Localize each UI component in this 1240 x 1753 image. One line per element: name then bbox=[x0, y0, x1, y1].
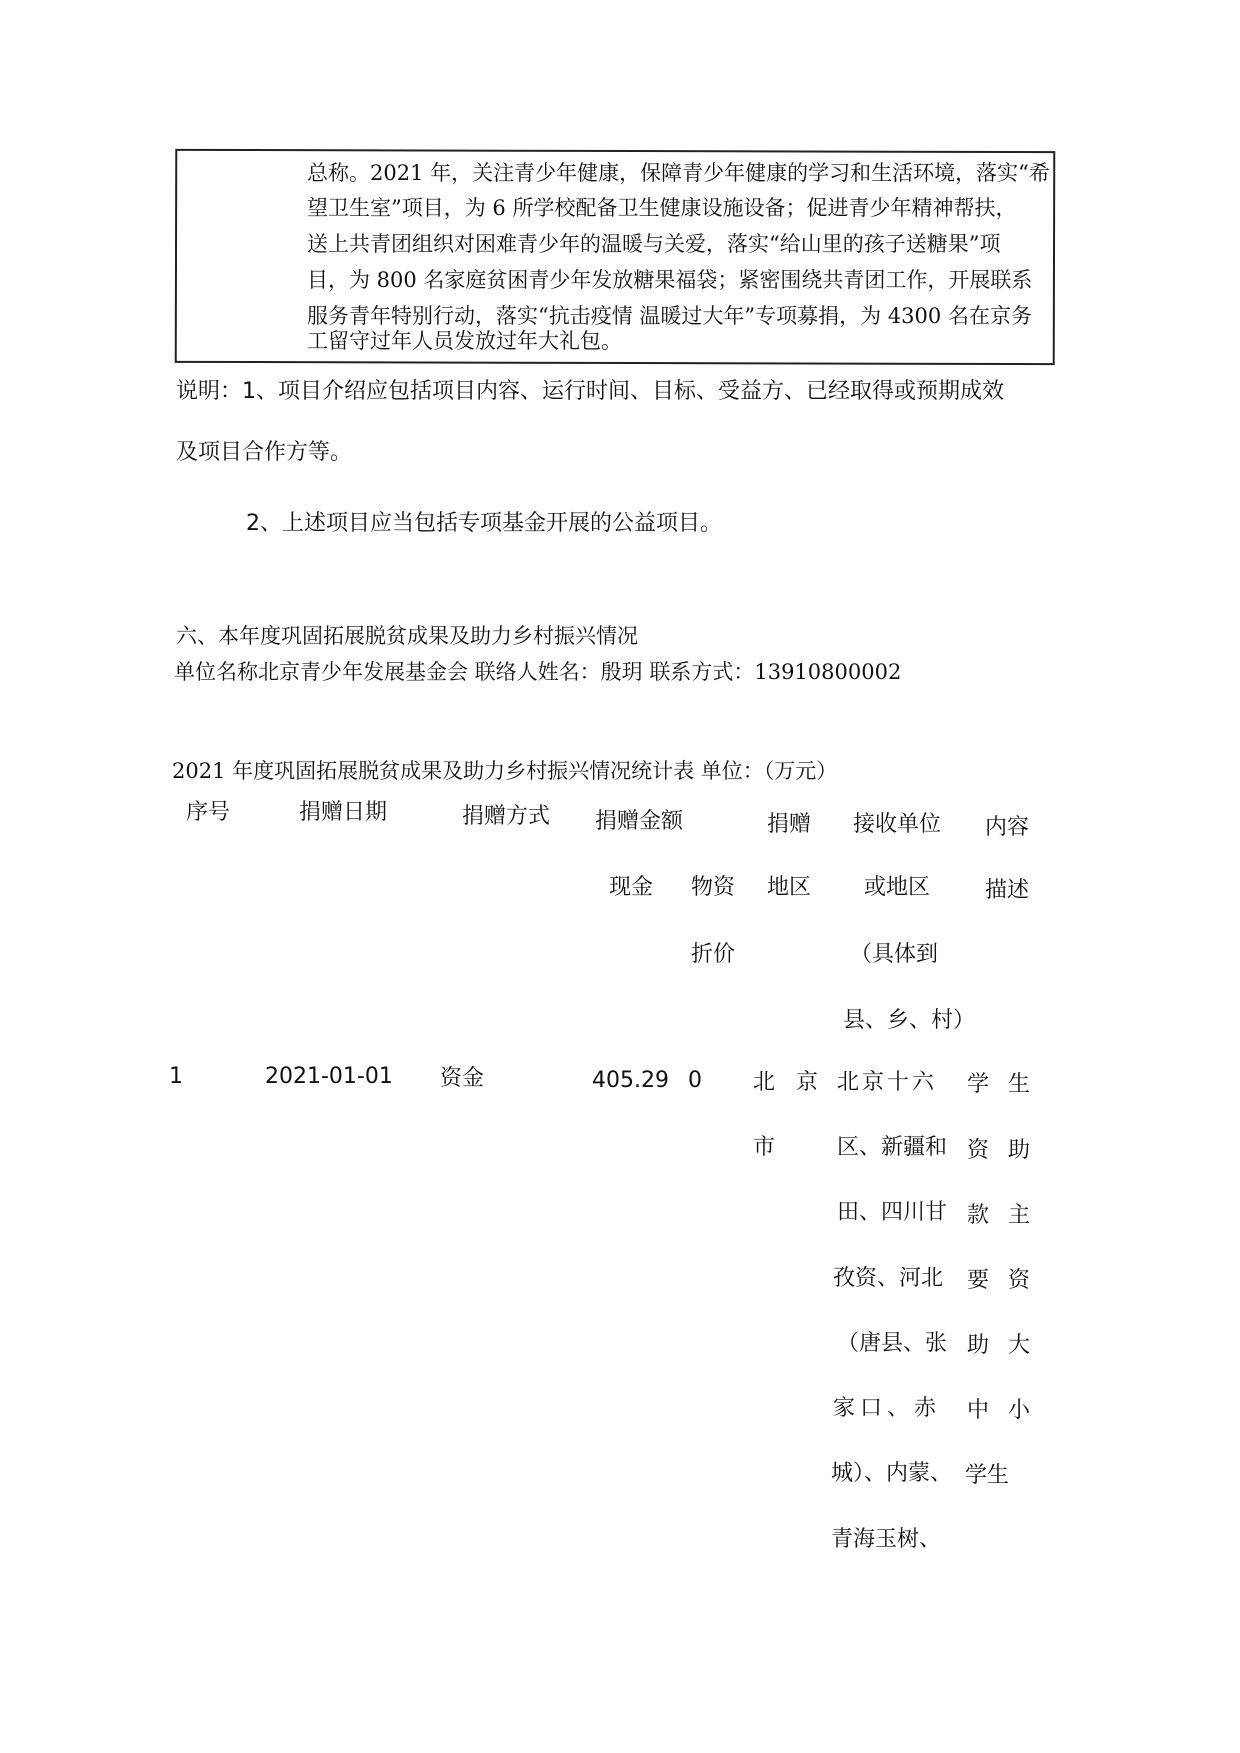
cell-receiver: 田、四川甘 bbox=[837, 1200, 948, 1225]
cell-receiver: 城）、内蒙、 bbox=[831, 1461, 953, 1486]
header-content: 描述 bbox=[985, 878, 1030, 903]
cell-content: 款 主 bbox=[967, 1203, 1030, 1228]
cell-receiver: 区、新疆和 bbox=[837, 1135, 948, 1160]
header-goods: 折价 bbox=[691, 942, 736, 967]
header-goods: 物资 bbox=[691, 875, 736, 900]
section-title: 六、本年度巩固拓展脱贫成果及助力乡村振兴情况 bbox=[176, 624, 638, 648]
cell-region: 北 京 bbox=[753, 1070, 818, 1095]
project-text-line: 总称。2021 年，关注青少年健康，保障青少年健康的学习和生活环境，落实“希 bbox=[307, 161, 1050, 185]
cell-content: 助 大 bbox=[967, 1333, 1030, 1358]
cell-content: 要 资 bbox=[967, 1268, 1030, 1293]
cell-method: 资金 bbox=[440, 1066, 485, 1091]
project-text-line: 送上共青团组织对困难青少年的温暖与关爱，落实“给山里的孩子送糖果”项 bbox=[307, 232, 1001, 256]
header-amount: 捐赠金额 bbox=[595, 809, 684, 834]
cell-content: 中 小 bbox=[967, 1398, 1030, 1423]
cell-goods: 0 bbox=[688, 1068, 702, 1093]
cell-content: 资 助 bbox=[967, 1138, 1030, 1163]
note-line-3: 2、上述项目应当包括专项基金开展的公益项目。 bbox=[246, 511, 722, 536]
project-text-line: 望卫生室”项目，为 6 所学校配备卫生健康设施设备；促进青少年精神帮扶， bbox=[307, 196, 1017, 220]
header-content: 内容 bbox=[985, 815, 1030, 840]
header-seq: 序号 bbox=[186, 800, 231, 825]
org-contact-line: 单位名称北京青少年发展基金会 联络人姓名：殷玥 联系方式：13910800002 bbox=[174, 660, 902, 684]
header-region: 捐赠 bbox=[767, 812, 812, 837]
cell-receiver: 北京十六 bbox=[837, 1070, 938, 1095]
table-title: 2021 年度巩固拓展脱贫成果及助力乡村振兴情况统计表 单位：（万元） bbox=[172, 759, 838, 783]
header-region: 地区 bbox=[767, 875, 812, 900]
cell-receiver: 青海玉树、 bbox=[831, 1527, 942, 1552]
cell-date: 2021-01-01 bbox=[265, 1064, 393, 1089]
header-receiver: 县、乡、村） bbox=[843, 1008, 976, 1033]
cell-content: 学 生 bbox=[967, 1072, 1030, 1097]
cell-seq: 1 bbox=[169, 1064, 183, 1089]
cell-receiver: 家口、赤 bbox=[833, 1396, 942, 1421]
header-receiver: （具体到 bbox=[850, 942, 939, 967]
header-date: 捐赠日期 bbox=[299, 800, 388, 825]
project-text-line: 目，为 800 名家庭贫困青少年发放糖果福袋；紧密围绕共青团工作，开展联系 bbox=[307, 268, 1033, 292]
cell-receiver: 孜资、河北 bbox=[833, 1266, 944, 1291]
cell-receiver: （唐县、张 bbox=[837, 1331, 948, 1356]
header-receiver: 或地区 bbox=[864, 875, 931, 900]
note-line-1: 说明：1、项目介绍应包括项目内容、运行时间、目标、受益方、已经取得或预期成效 bbox=[176, 379, 1004, 404]
project-text-line: 工留守过年人员发放过年大礼包。 bbox=[307, 329, 622, 353]
cell-region: 市 bbox=[753, 1135, 776, 1160]
project-text-line: 服务青年特别行动，落实“抗击疫情 温暖过大年”专项募捐，为 4300 名在京务 bbox=[307, 304, 1032, 328]
header-method: 捐赠方式 bbox=[462, 804, 551, 829]
cell-content: 学生 bbox=[965, 1463, 1010, 1488]
header-receiver: 接收单位 bbox=[853, 812, 942, 837]
cell-cash: 405.29 bbox=[592, 1068, 669, 1093]
header-cash: 现金 bbox=[609, 875, 654, 900]
note-line-2: 及项目合作方等。 bbox=[176, 440, 353, 465]
